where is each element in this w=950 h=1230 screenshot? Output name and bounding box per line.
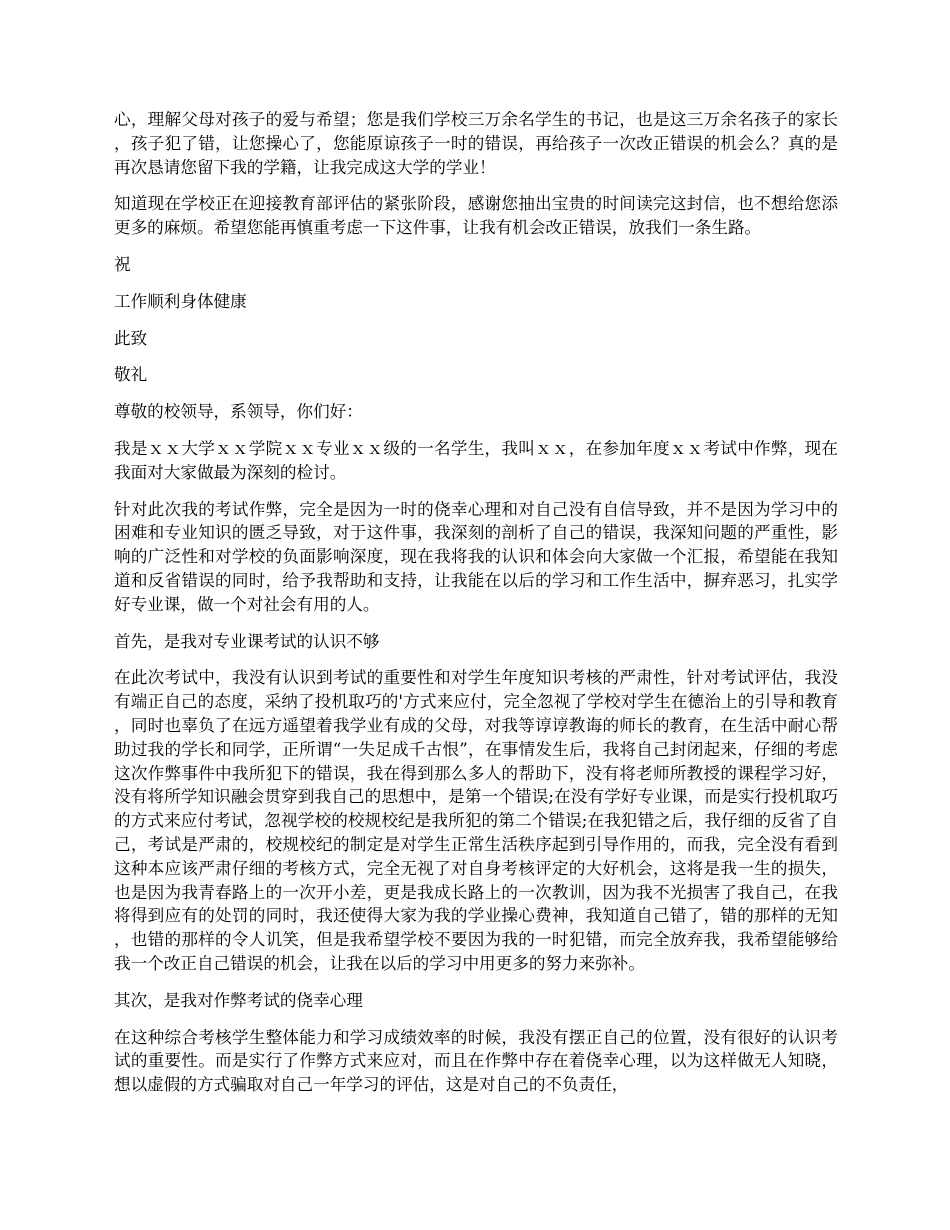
section-heading-first: 首先，是我对专业课考试的认识不够: [114, 631, 380, 651]
paragraph-wish: 祝: [114, 254, 131, 274]
document-body: [114, 108, 838, 1110]
paragraph-second-reason: 在这种综合考核学生整体能力和学习成绩效率的时候，我没有摆正自己的位置，没有很好的认识考试的重要性。而是实行了作弊方式来应对，而且在作弊中存在着侥幸心理，以为这样做无人知晓，想以虚假的方式骗取对自己一年学习的评估，这是对自己的不负责任，: [114, 1027, 838, 1095]
paragraph-reflection: 针对此次我的考试作弊，完全是因为一时的侥幸心理和对自己没有自信导致，并不是因为学习中的困难和专业知识的匮乏导致，对于这件事，我深刻的剖析了自己的错误，我深知问题的严重性，影响的广泛性和对学校的负面影响深度，现在我将我的认识和体会向大家做一个汇报，希望能在我知道和反省错误的同时，给予我帮助和支持，让我能在以后的学习和工作生活中，摒弃恶习，扎实学好专业课，做一个对社会有用的人。: [114, 499, 838, 614]
paragraph-wish-content: 工作顺利身体健康: [114, 291, 247, 311]
paragraph-salutation-close: 此致: [114, 328, 148, 348]
section-heading-second: 其次，是我对作弊考试的侥幸心理: [114, 990, 363, 1010]
paragraph-letter-closing-plea: 心，理解父母对孩子的爱与希望；您是我们学校三万余名学生的书记，也是这三万余名孩子的家长，孩子犯了错，让您操心了，您能原谅孩子一时的错误，再给孩子一次改正错误的机会么？真的是再次恳请您留下我的学籍，让我完成这大学的学业！: [114, 110, 838, 177]
paragraph-first-reason: 在此次考试中，我没有认识到考试的重要性和对学生年度知识考核的严肃性，针对考试评估，我没有端正自己的态度，采纳了投机取巧的'方式来应付，完全忽视了学校对学生在德治上的引导和教育，同时也辜负了在远方遥望着我学业有成的父母，对我等谆谆教诲的师长的教育，在生活中耐心帮助过我的学长和同学，正所谓“一失足成千古恨”，在事情发生后，我将自己封闭起来，仔细的考虑这次作弊事件中我所犯下的错误，我在得到那么多人的帮助下，没有将老师所教授的课程学习好，没有将所学知识融会贯穿到我自己的思想中，是第一个错误;在没有学好专业课，而是实行投机取巧的方式来应付考试，忽视学校的校规校纪是我所犯的第二个错误;在我犯错之后，我仔细的反省了自己，考试是严肃的，校规校纪的制定是对学生正常生活秩序起到引导作用的，而我，完全没有看到这种本应该严肃仔细的考核方式，完全无视了对自身考核评定的大好机会，这将是我一生的损失，也是因为我青春路上的一次开小差，更是我成长路上的一次教训，因为我不光损害了我自己，在我将得到应有的处罚的同时，我还使得大家为我的学业操心费神，我知道自己错了，错的那样的无知，也错的那样的令人讥笑，但是我希望学校不要因为我的一时犯错，而完全放弃我，我希望能够给我一个改正自己错误的机会，让我在以后的学习中用更多的努力来弥补。: [114, 668, 838, 973]
paragraph-thanks: 知道现在学校正在迎接教育部评估的紧张阶段，感谢您抽出宝贵的时间读完这封信，也不想给您添更多的麻烦。希望您能再慎重考虑一下这件事，让我有机会改正错误，放我们一条生路。: [114, 194, 838, 238]
paragraph-greeting: 尊敬的校领导，系领导，你们好：: [114, 402, 363, 422]
paragraph-salute: 敬礼: [114, 365, 148, 385]
paragraph-self-introduction: 我是ｘｘ大学ｘｘ学院ｘｘ专业ｘｘ级的一名学生，我叫ｘｘ，在参加年度ｘｘ考试中作弊，现在我面对大家做最为深刻的检讨。: [114, 438, 838, 482]
